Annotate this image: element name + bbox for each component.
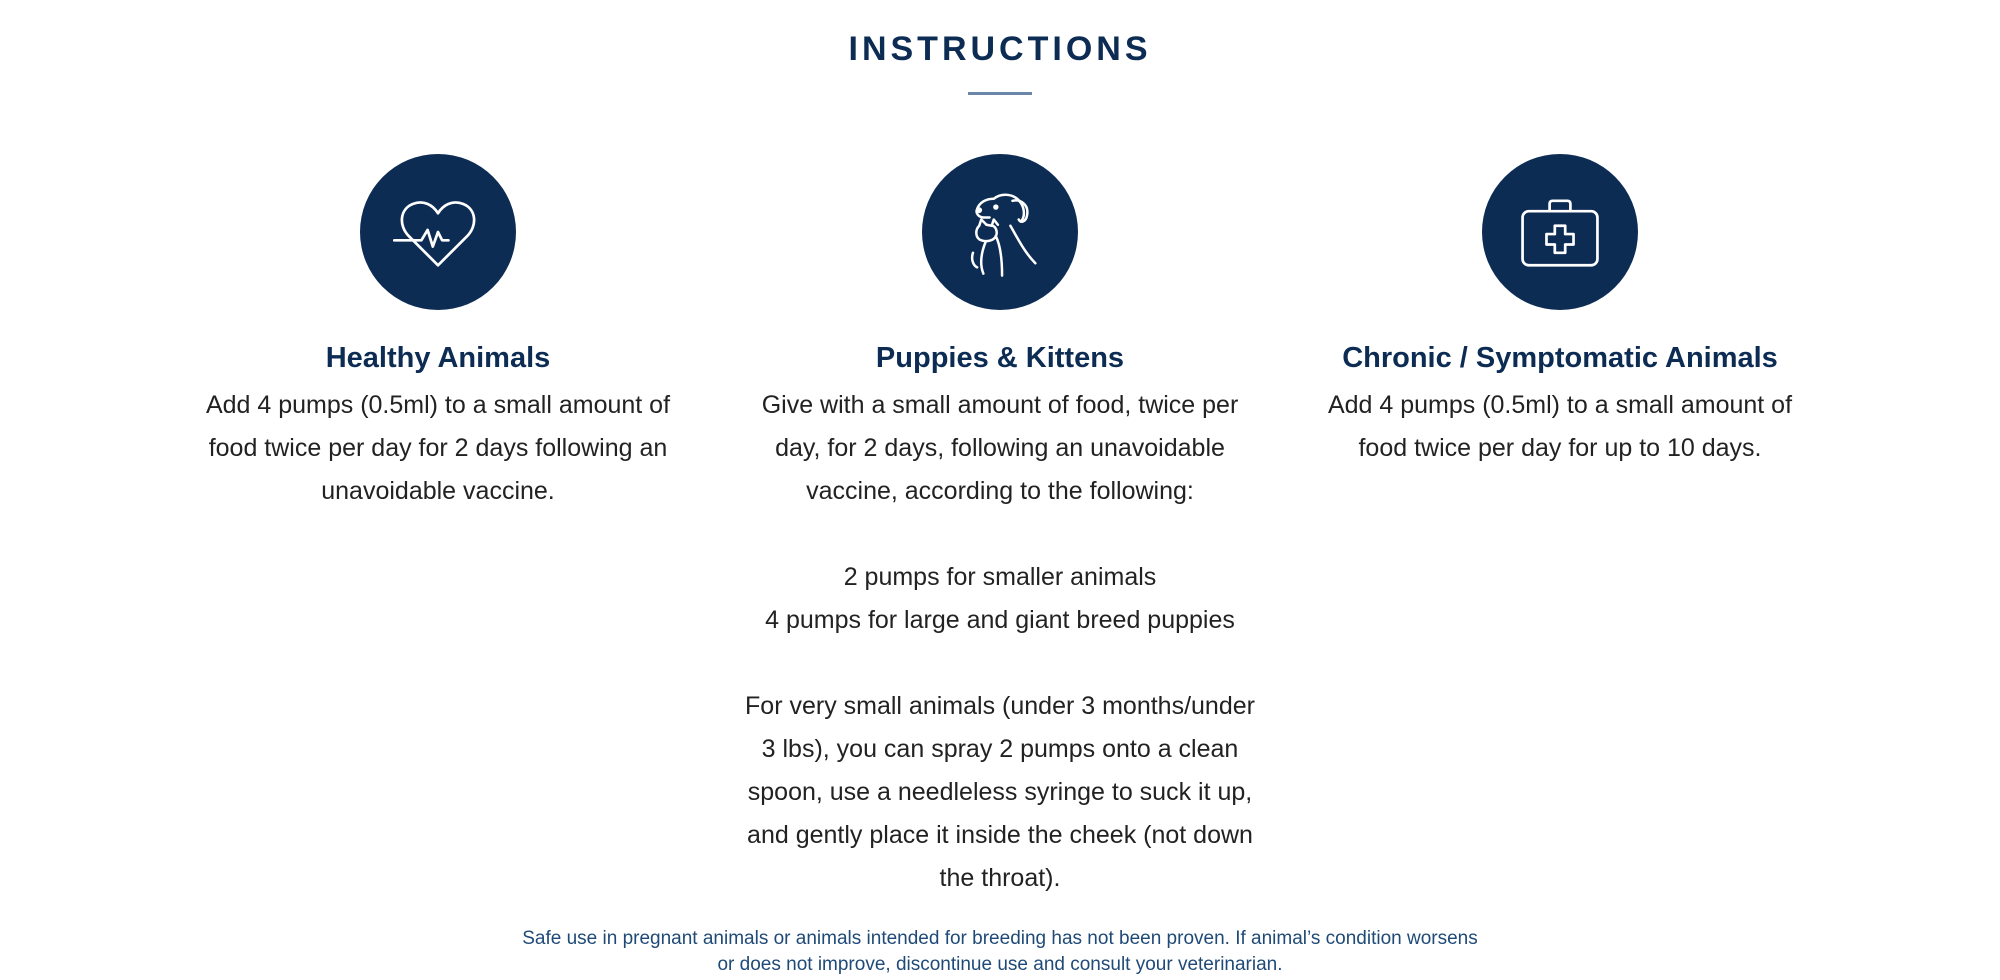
- column-text: [1315, 384, 1805, 470]
- column-text: [193, 384, 683, 513]
- column-paragraph: 2 pumps for smaller animals: [843, 563, 1157, 591]
- paragraph-spacer: [740, 642, 1260, 685]
- instruction-column-puppies-kittens: [740, 154, 1260, 900]
- safety-disclaimer: Safe use in pregnant animals or animals intended for breeding has not been proven. If animal’s condition worsens or does not improve, discontinue use and consult your veterinarian.: [522, 928, 1478, 975]
- paragraph-spacer: [740, 513, 1260, 556]
- instruction-column-healthy: [178, 154, 698, 513]
- column-title: Puppies & Kittens: [875, 342, 1125, 374]
- column-paragraph: Add 4 pumps (0.5ml) to a small amount of food twice per day for up to 10 days.: [1327, 391, 1793, 462]
- column-title: Chronic / Symptomatic Animals: [1342, 342, 1778, 374]
- column-paragraph: 4 pumps for large and giant breed puppies: [765, 606, 1235, 634]
- section-title: INSTRUCTIONS: [848, 30, 1152, 68]
- first-aid-kit-icon: [1482, 154, 1638, 310]
- heart-pulse-icon: [360, 154, 516, 310]
- column-paragraph: Add 4 pumps (0.5ml) to a small amount of food twice per day for 2 days following an unavoidable vaccine.: [205, 391, 671, 505]
- instruction-column-chronic: [1300, 154, 1820, 470]
- column-title: Healthy Animals: [325, 342, 551, 374]
- column-paragraph: For very small animals (under 3 months/under 3 lbs), you can spray 2 pumps onto a clean spoon, use a needleless syringe to suck it up, and gently place it inside the cheek (not down the throat).: [745, 692, 1255, 892]
- title-divider: [968, 92, 1032, 95]
- dog-cat-icon: [922, 154, 1078, 310]
- column-text: [740, 384, 1260, 900]
- column-paragraph: Give with a small amount of food, twice per day, for 2 days, following an unavoidable vaccine, according to the following:: [761, 391, 1239, 505]
